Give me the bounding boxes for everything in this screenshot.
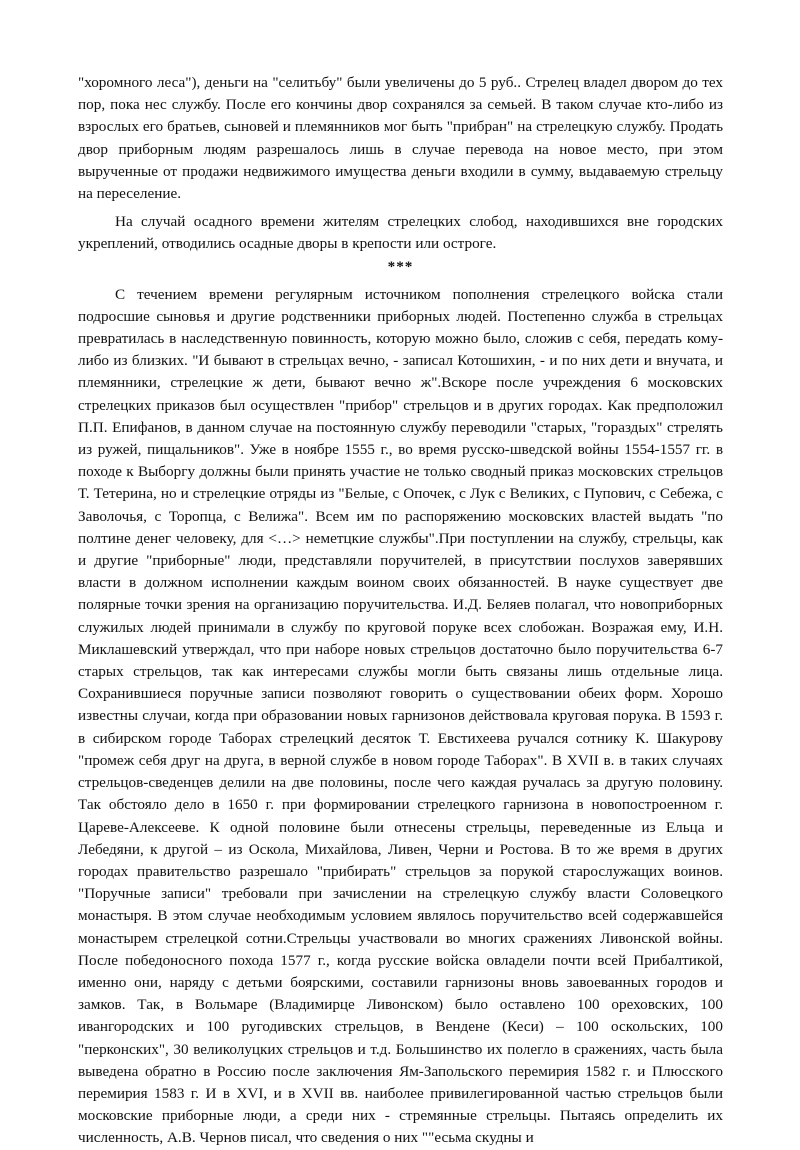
section-separator: *** bbox=[387, 257, 414, 275]
paragraph-3: С течением времени регулярным источником пополнения стрелецкого войска стали подросшие сыновья и другие родственники приборных людей. Постепенно служба в стрельцах превратилась в наследственную повинность, которую можно было, сложив с себя, передать кому-либо из близких. "И бывают в стрельцах вечно, - записал Котошихин, - и по них дети и внучата, и племянники, стрелецкие ж дети, бывают вечно ж".Вскоре после учреждения 6 московских стрелецких приказов был осуществлен "прибор" стрельцов и в других городах. Как предположил П.П. Епифанов, в данном случае на постоянную службу переводили "старых, "гораздых" стрелять из ружей, пищальников". Уже в ноябре 1555 г., во время русско-шведской войны 1554-1557 гг. в походе к Выборгу должны были принять участие не только сводный приказ московских стрельцов Т. Тетерина, но и стрелецкие отряды из "Белые, с Опочек, с Лук с Великих, с Пупович, с Себежа, с Заволочья, с Торопца, с Велижа". Всем им по распоряжению московских властей выдать "по полтине денег человеку, для <…> неметцкие службы".При поступлении на службу, стрельцы, как и другие "приборные" люди, представляли поручителей, в присутствии послухов заверявших власти в должном исполнении каждым воином своих обязанностей. В науке существует две полярные точки зрения на организацию поручительства. И.Д. Беляев полагал, что новоприборных служилых людей принимали в службу по круговой поруке всех слобожан. Возражая ему, И.Н. Миклашевский утверждал, что при наборе новых стрельцов достаточно было поручительства 6-7 старых стрельцов, так как интересами службы могли быть связаны лишь отдельные лица. Сохранившиеся поручные записи позволяют говорить о существовании обеих форм. Хорошо известны случаи, когда при образовании новых гарнизонов действовала круговая порука. В 1593 г. в сибирском городе Таборах стрелецкий десяток Т. Евстихеева ручался сотнику К. Шакурову "промеж себя друг на друга, в верной службе в новом городе Таборах". В XVII в. в таких случаях стрельцов-сведенцев делили на две половины, после чего каждая ручалась за другую половину. Так обстояло дело в 1650 г. при формировании стрелецкого гарнизона в новопостроенном г. Цареве-Алексееве. К одной половине были отнесены стрельцы, переведенные из Ельца и Лебедяни, к другой – из Оскола, Михайлова, Ливен, Черни и Ростова. В то же время в других городах правительство разрешало "прибирать" стрельцов за порукой старослужащих воинов. "Поручные записи" требовали при зачислении на стрелецкую службу власти Соловецкого монастыря. В этом случае необходимым условием являлось поручительство всей содержавшейся монастырем стрелецкой сотни.Стрельцы участвовали во многих сражениях Ливонской войны. После победоносного похода 1577 г., когда русские войска овладели почти всей Прибалтикой, именно они, наряду с детьми боярскими, составили гарнизоны вновь завоеванных городов и замков. Так, в Вольмаре (Владимирце Ливонском) было оставлено 100 ореховских, 100 ивангородских и 100 ругодивских стрельцов, в Вендене (Кеси) – 100 оскольских, 100 "перконских", 30 великолуцких стрельцов и т.д. Большинство их полегло в сражениях, часть была выведена обратно в Россию после заключения Ям-Запольского перемирия 1582 г. и Плюсского перемирия 1583 г. И в XVI, и в XVII вв. наиболее привилегированной частью стрельцов были московские приборные люди, а среди них - стремянные стрельцы. Пытаясь определить их численность, А.В. Чернов писал, что сведения о них ""есьма скудны и bbox=[78, 285, 723, 1147]
document-page bbox=[78, 72, 723, 1150]
paragraph-1: "хоромного леса"), деньги на "селитьбу" были увеличены до 5 руб.. Стрелец владел двором до тех пор, пока нес службу. После его кончины двор сохранялся за семьей. В таком случае кто-либо из взрослых его братьев, сыновей и племянников мог быть "прибран" на стрелецкую службу. Продать двор приборным людям разрешалось лишь в случае перевода на новое место, при этом вырученные от продажи недвижимого имущества деньги входили в сумму, выдаваемую стрельцу на переселение. bbox=[78, 74, 723, 203]
paragraph-2: На случай осадного времени жителям стрелецких слобод, находившихся вне городских укреплений, отводились осадные дворы в крепости или остроге. bbox=[78, 213, 723, 253]
